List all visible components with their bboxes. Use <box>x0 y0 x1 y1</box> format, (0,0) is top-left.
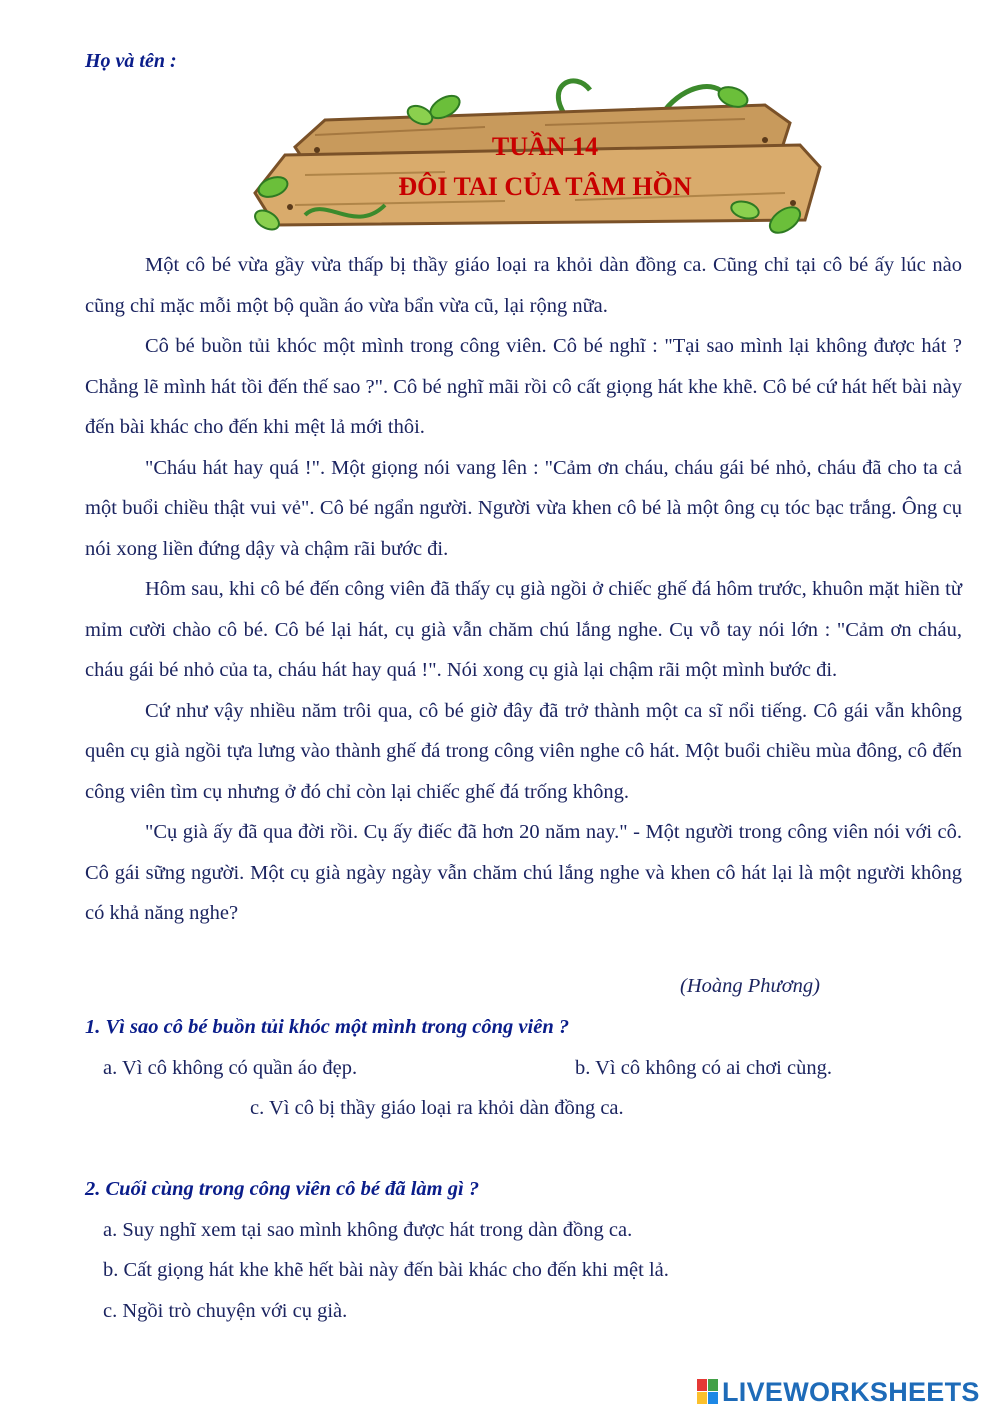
question-1-option-b[interactable]: b. Vì cô không có ai chơi cùng. <box>575 1057 832 1079</box>
story-paragraph: "Cháu hát hay quá !". Một giọng nói vang lên : "Cảm ơn cháu, cháu gái bé nhỏ, cháu đã cho ta cả một buổi chiều thật vui vẻ". Cô bé ngẩn người. Người vừa khen cô bé là một ông cụ tóc bạc trắng. Ông cụ nói xong liền đứng dậy và chậm rãi bước đi. <box>85 456 962 560</box>
question-2-option-c[interactable]: c. Ngồi trò chuyện với cụ già. <box>103 1300 348 1322</box>
question-1-option-c[interactable]: c. Vì cô bị thầy giáo loại ra khỏi dàn đồng ca. <box>250 1097 624 1119</box>
story-paragraph: Một cô bé vừa gầy vừa thấp bị thầy giáo loại ra khỏi dàn đồng ca. Cũng chỉ tại cô bé ấy lúc nào cũng chỉ mặc mỗi một bộ quần áo vừa bẩn vừa cũ, lại rộng nữa. <box>85 254 962 317</box>
liveworksheets-logo-text: LIVEWORKSHEETS <box>722 1376 980 1407</box>
page-title <box>245 127 845 207</box>
question-2-option-a[interactable]: a. Suy nghĩ xem tại sao mình không được hát trong dàn đồng ca. <box>103 1219 633 1241</box>
question-2: 2. Cuối cùng trong công viên cô bé đã làm gì ? <box>85 1178 480 1200</box>
story-paragraph: Hôm sau, khi cô bé đến công viên đã thấy cụ già ngồi ở chiếc ghế đá hôm trước, khuôn mặt hiền từ mỉm cười chào cô bé. Cô bé lại hát, cụ già vẫn chăm chú lắng nghe. Cụ vỗ tay nói lớn : "Cảm ơn cháu, cháu gái bé nhỏ của ta, cháu hát hay quá !". Nói xong cụ già lại chậm rãi một mình bước đi. <box>85 578 962 681</box>
question-1: 1. Vì sao cô bé buồn tủi khóc một mình trong công viên ? <box>85 1016 570 1038</box>
liveworksheets-logo <box>697 1377 980 1407</box>
title-story: ĐÔI TAI CỦA TÂM HỒN <box>398 172 692 201</box>
story-paragraph: Cô bé buồn tủi khóc một mình trong công viên. Cô bé nghĩ : "Tại sao mình lại không được hát ? Chẳng lẽ mình hát tồi đến thế sao ?". Cô bé nghĩ mãi rồi cô cất giọng hát khe khẽ. Cô bé cứ hát hết bài này đến bài khác cho đến khi mệt lả mới thôi. <box>85 335 962 438</box>
title-banner <box>245 75 815 235</box>
story-paragraph: "Cụ già ấy đã qua đời rồi. Cụ ấy điếc đã hơn 20 năm nay." - Một người trong công viên nói với cô. Cô gái sững người. Một cụ già ngày ngày vẫn chăm chú lắng nghe và khen cô hát lại là một người không có khả năng nghe? <box>85 821 962 924</box>
title-week: TUẦN 14 <box>491 132 599 161</box>
story-text <box>85 245 962 934</box>
story-author: (Hoàng Phương) <box>680 975 820 997</box>
question-2-option-b[interactable]: b. Cất giọng hát khe khẽ hết bài này đến bài khác cho đến khi mệt lả. <box>103 1259 669 1281</box>
liveworksheets-logo-icon <box>697 1379 719 1405</box>
question-1-option-a[interactable]: a. Vì cô không có quần áo đẹp. <box>103 1057 358 1079</box>
story-paragraph: Cứ như vậy nhiều năm trôi qua, cô bé giờ đây đã trở thành một ca sĩ nổi tiếng. Cô gái vẫn không quên cụ già ngồi tựa lưng vào thành ghế đá trong công viên nghe cô hát. Một buổi chiều mùa đông, cô đến công viên tìm cụ nhưng ở đó chỉ còn lại chiếc ghế đá trống không. <box>85 699 962 803</box>
student-name-label: Họ và tên : <box>85 50 177 72</box>
